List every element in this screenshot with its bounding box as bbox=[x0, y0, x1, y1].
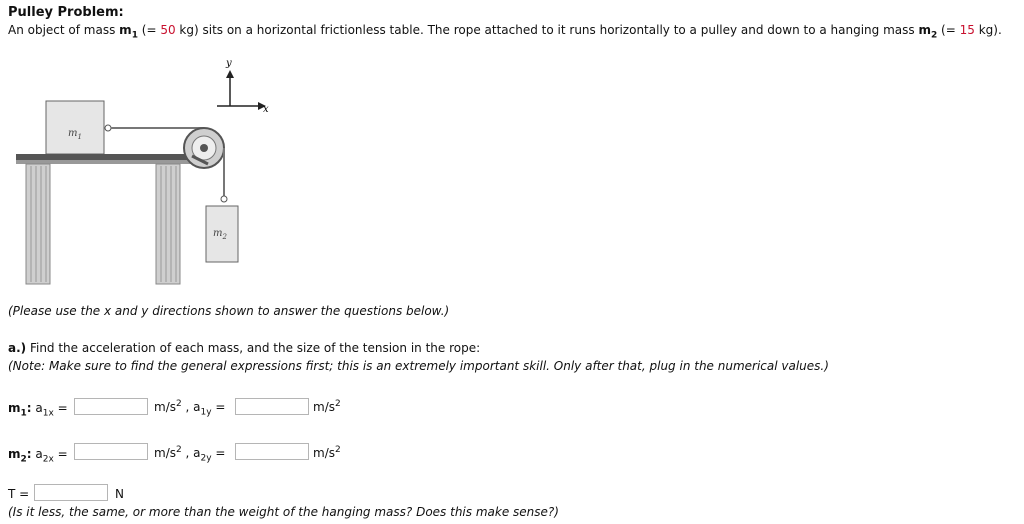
m1-row-label: $m_1$: $a_{1x}$ = bbox=[8, 401, 68, 419]
axis-y-label: y bbox=[226, 58, 232, 69]
tension-label: T = bbox=[8, 487, 30, 501]
tension-question: (Is it less, the same, or more than the weight of the hanging mass? Does this make sense?) bbox=[8, 505, 559, 519]
a1y-input[interactable] bbox=[235, 398, 309, 415]
a1x-unit: $m/s^2$ , $a_{1y}$ = bbox=[154, 399, 226, 418]
tension-input[interactable] bbox=[34, 484, 108, 501]
a1x-input[interactable] bbox=[74, 398, 148, 415]
axis-x-label: x bbox=[263, 104, 269, 115]
m2-value: 15 bbox=[959, 23, 975, 37]
a2x-input[interactable] bbox=[74, 443, 148, 460]
directions-note: (Please use the x and y directions shown to answer the questions below.) bbox=[8, 304, 450, 318]
a2x-unit: $m/s^2$ , $a_{2y}$ = bbox=[154, 445, 226, 464]
a1y-unit: $m/s^2$ bbox=[313, 399, 341, 414]
axes-icon bbox=[217, 58, 269, 115]
part-a-note: (Note: Make sure to find the general expressions first; this is an extremely important skill. Only after that, plug in the numerical values.) bbox=[8, 359, 829, 373]
m2-row-label: $m_2$: $a_{2x}$ = bbox=[8, 447, 68, 465]
a2y-input[interactable] bbox=[235, 443, 309, 460]
pulley-icon bbox=[184, 128, 224, 168]
page-title: Pulley Problem: bbox=[8, 5, 124, 20]
pulley-diagram bbox=[10, 56, 290, 288]
svg-text:m2: $m_2$ bbox=[213, 228, 227, 241]
a2y-unit: $m/s^2$ bbox=[313, 445, 341, 460]
m1-value: 50 bbox=[160, 23, 176, 37]
problem-statement: An object of mass $m_1$ (= 50 kg) sits on a horizontal frictionless table. The rope attached to it runs horizontally to a pulley and down to a hanging mass $m_2$ (= 15 kg). bbox=[8, 23, 1002, 41]
part-a-prompt: a.) Find the acceleration of each mass, and the size of the tension in the rope: bbox=[8, 341, 481, 355]
svg-text:m1: $m_1$ bbox=[68, 128, 82, 141]
tension-unit: N bbox=[115, 487, 124, 501]
